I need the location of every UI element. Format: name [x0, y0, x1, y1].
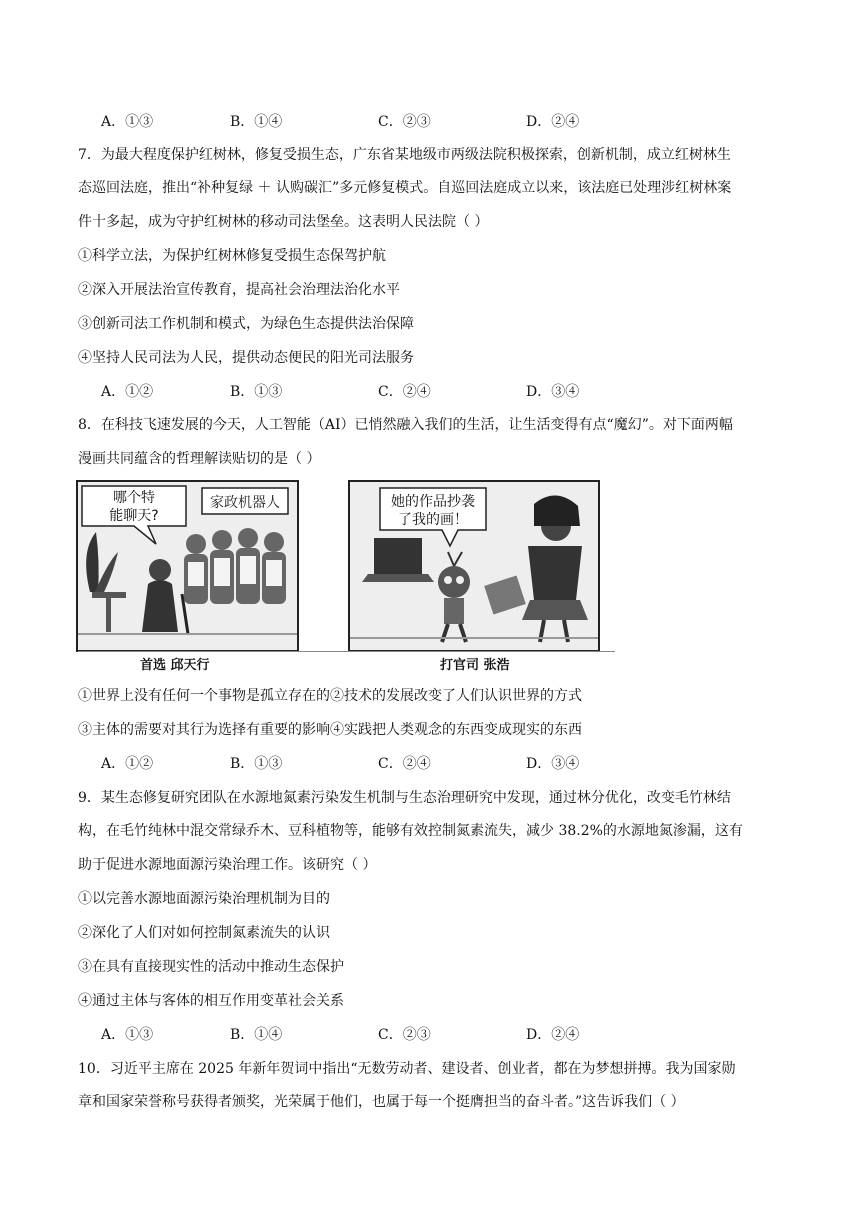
option-d: D．②④	[526, 1027, 580, 1043]
q10-stem-line: 10．习近平主席在 2025 年新年贺词中指出“无数劳动者、建设者、创业者，都在为梦想拼搏。我为国家勋	[78, 1061, 736, 1077]
q8-item: ①世界上没有任何一个事物是孤立存在的②技术的发展改变了人们认识世界的方式	[78, 688, 582, 704]
q9-options	[101, 1025, 701, 1045]
q8-stem-line: 漫画共同蕴含的哲理解读贴切的是（ ）	[78, 451, 321, 467]
cartoon-left-caption: 首选 邱天行	[140, 658, 210, 673]
cartoon-left-drawing	[78, 482, 297, 650]
option-b: B．①③	[230, 384, 283, 400]
option-c: C．②③	[378, 114, 431, 130]
q7-item: ②深入开展法治宣传教育，提高社会治理法治化水平	[78, 282, 400, 298]
bubble-right-line-2: 了我的画！	[398, 512, 468, 528]
q7-stem-line: 态巡回法庭，推出“补种复绿 ＋ 认购碳汇”多元修复模式。自巡回法庭成立以来，该法庭已处理涉红树林案	[78, 180, 732, 196]
option-d: D．③④	[526, 384, 580, 400]
cartoon-divider	[78, 651, 615, 652]
q7-options	[101, 382, 701, 402]
q9-item: ③在具有直接现实性的活动中推动生态保护	[78, 959, 344, 975]
option-b: B．①④	[230, 1027, 283, 1043]
q7-item: ①科学立法，为保护红树林修复受损生态保驾护航	[78, 248, 386, 264]
q9-stem-line: 构，在毛竹纯林中混交常绿乔木、豆科植物等，能够有效控制氮素流失，减少 38.2%的水源地氮渗漏，这有	[78, 823, 743, 839]
q9-item: ④通过主体与客体的相互作用变革社会关系	[78, 993, 344, 1009]
cartoon-right-caption: 打官司 张浩	[440, 658, 510, 673]
q7-item: ④坚持人民司法为人民，提供动态便民的阳光司法服务	[78, 350, 414, 366]
q9-stem-line: 9．某生态修复研究团队在水源地氮素污染发生机制与生态治理研究中发现，通过林分优化，改变毛竹林结	[78, 790, 731, 806]
q8-item: ③主体的需要对其行为选择有重要的影响④实践把人类观念的东西变成现实的东西	[78, 722, 582, 738]
bubble-left-line-2: 能聊天?	[109, 508, 159, 524]
cartoon-right-drawing	[350, 482, 598, 650]
q7-stem-line: 7．为最大程度保护红树林，修复受损生态，广东省某地级市两级法院积极探索，创新机制，成立红树林生	[78, 147, 731, 163]
bubble-left-line-1: 哪个特	[113, 490, 155, 506]
q7-item: ③创新司法工作机制和模式，为绿色生态提供法治保障	[78, 316, 414, 332]
q8-stem-line: 8．在科技飞速发展的今天，人工智能（AI）已悄然融入我们的生活，让生活变得有点“魔幻”。对下面两幅	[78, 417, 733, 433]
q9-item: ②深化了人们对如何控制氮素流失的认识	[78, 925, 330, 941]
option-a: A．①②	[101, 756, 154, 772]
option-d: D．③④	[526, 756, 580, 772]
q9-item: ①以完善水源地面源污染治理机制为目的	[78, 891, 330, 907]
q6-options	[101, 112, 701, 132]
q7-stem-line: 件十多起，成为守护红树林的移动司法堡垒。这表明人民法院（ ）	[78, 214, 489, 230]
option-c: C．②④	[378, 756, 431, 772]
option-b: B．①④	[230, 114, 283, 130]
cartoon-left	[76, 480, 299, 652]
option-c: C．②④	[378, 384, 431, 400]
option-c: C．②③	[378, 1027, 431, 1043]
robot-sign-text: 家政机器人	[210, 495, 280, 511]
q8-options	[101, 754, 701, 774]
q10-stem-line: 章和国家荣誉称号获得者颁奖，光荣属于他们，也属于每一个挺膺担当的奋斗者。”这告诉我们（ ）	[78, 1094, 685, 1110]
bubble-right-line-1: 她的作品抄袭	[391, 494, 475, 510]
option-a: A．①③	[101, 114, 154, 130]
option-b: B．①③	[230, 756, 283, 772]
option-a: A．①③	[101, 1027, 154, 1043]
option-a: A．①②	[101, 384, 154, 400]
q9-stem-line: 助于促进水源地面源污染治理工作。该研究（ ）	[78, 857, 377, 873]
option-d: D．②④	[526, 114, 580, 130]
cartoon-right	[348, 480, 600, 652]
